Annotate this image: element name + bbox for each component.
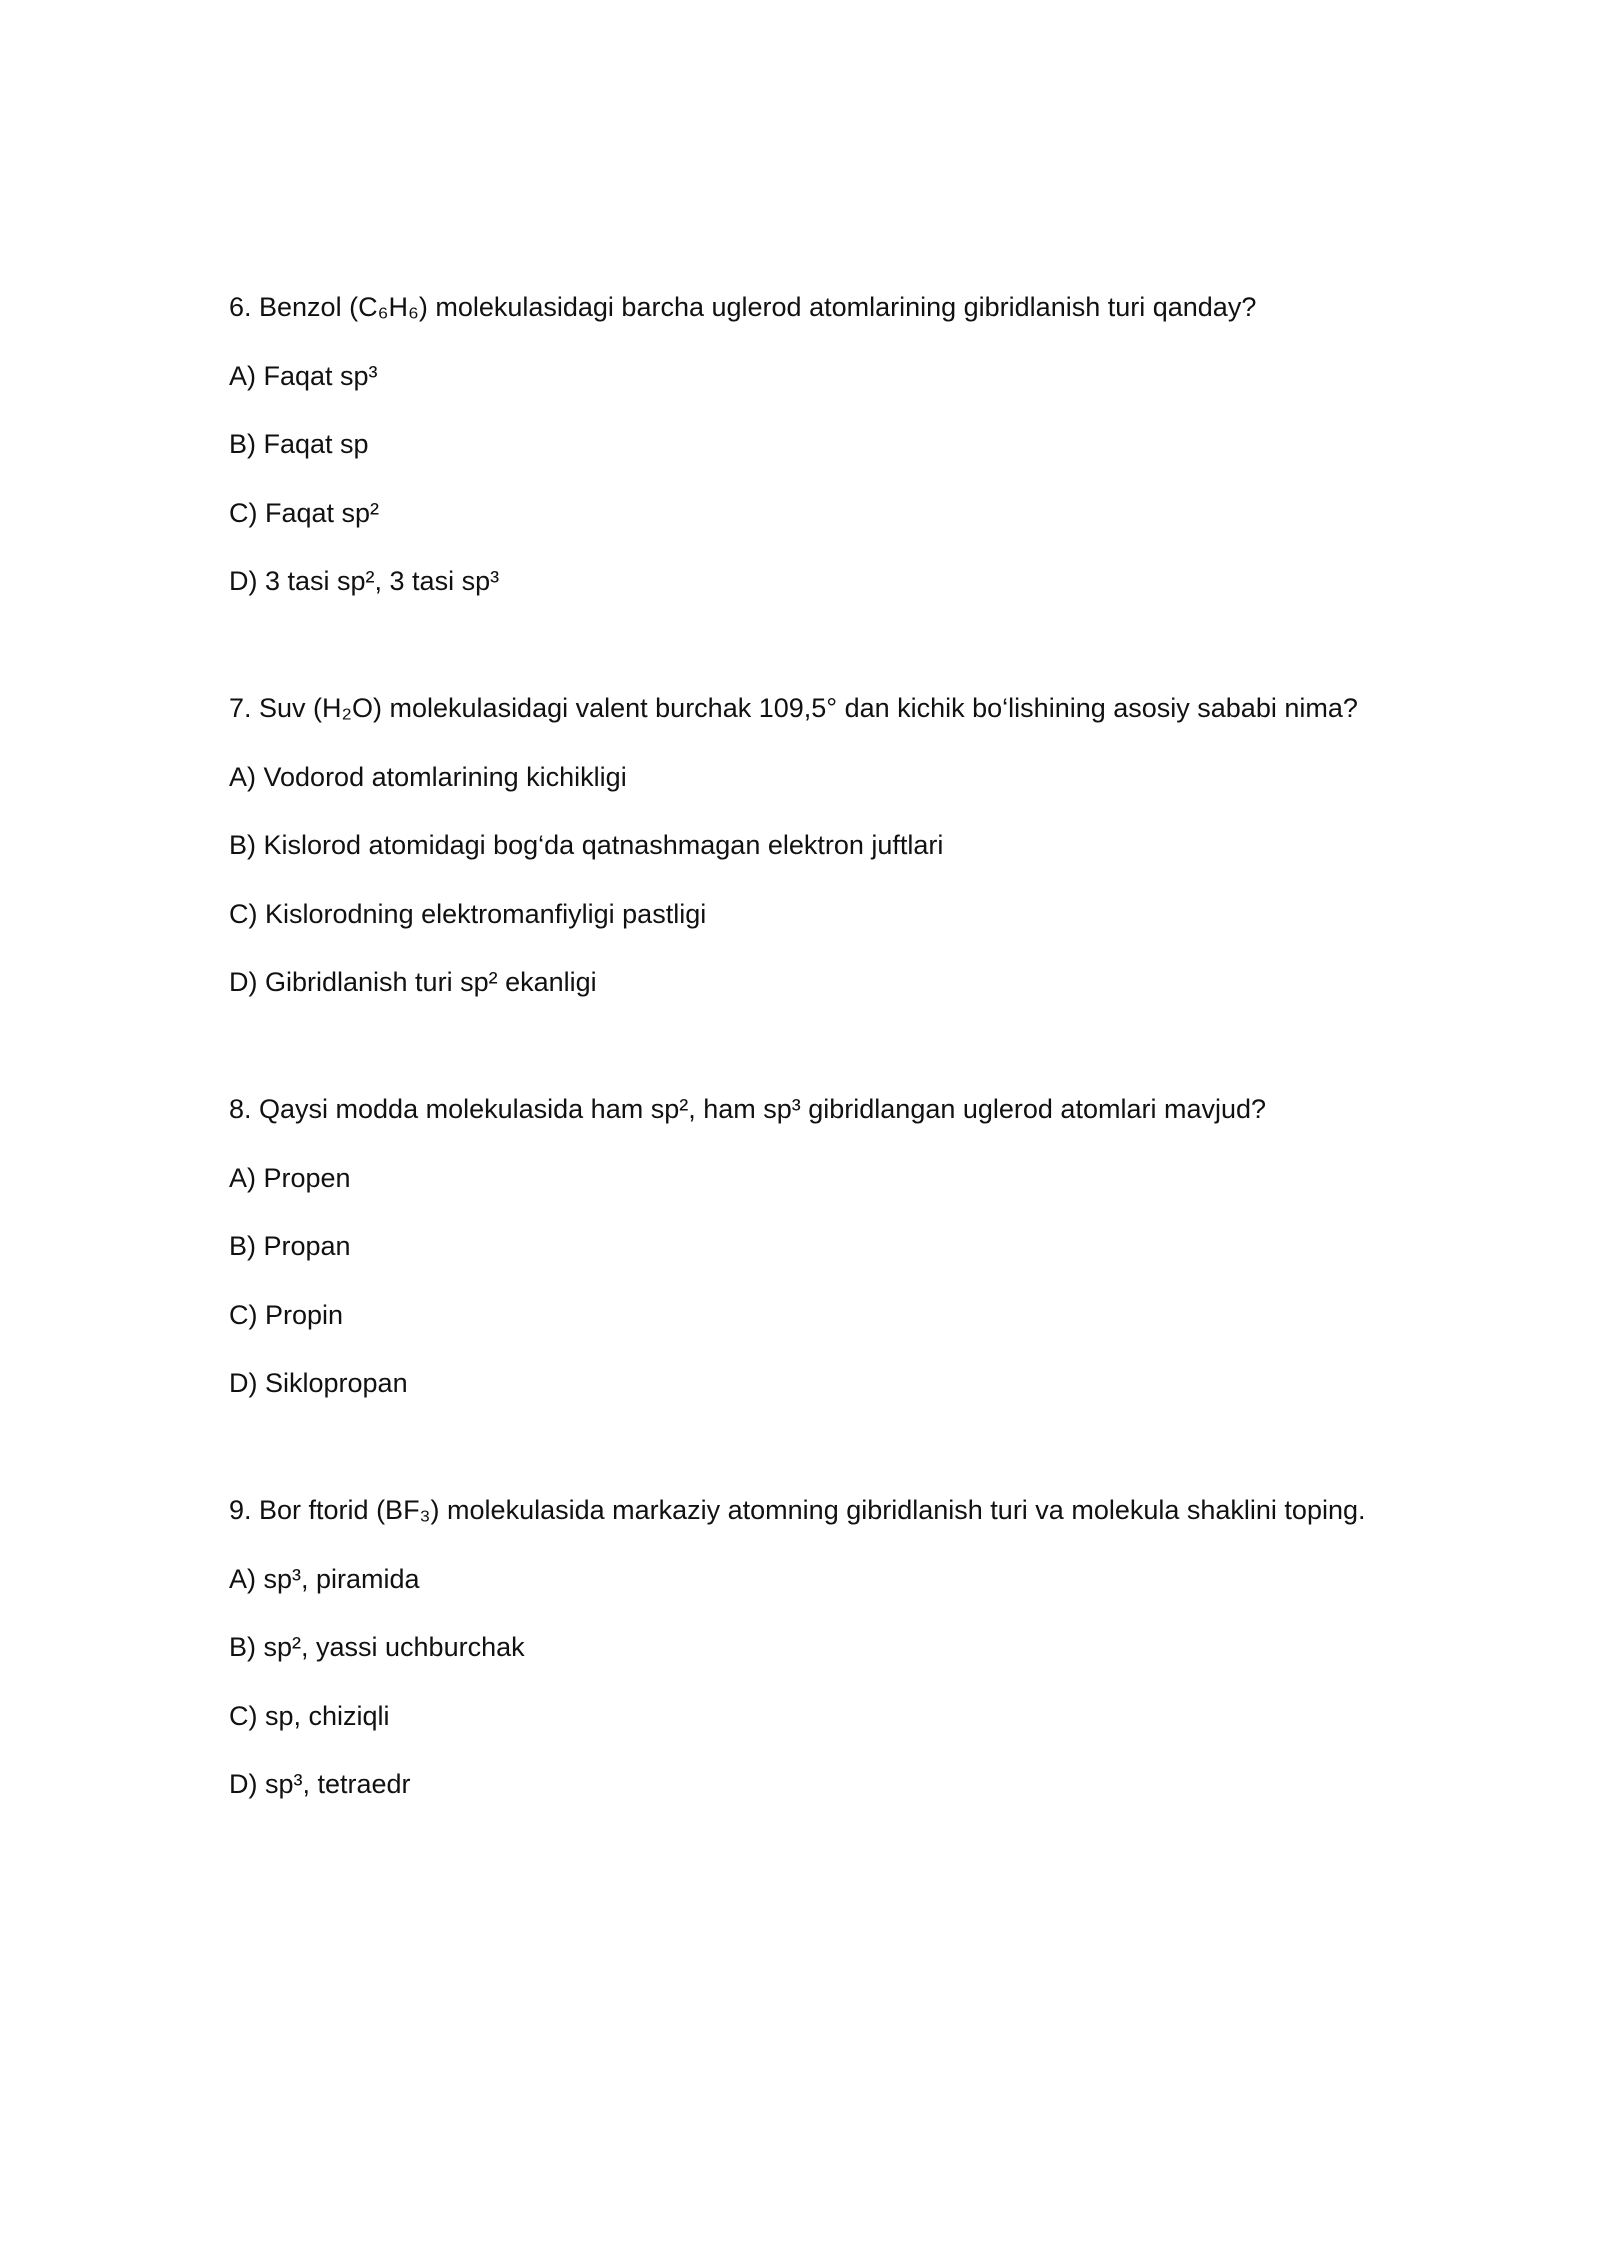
answer-option-b: B) sp², yassi uchburchak bbox=[229, 1632, 525, 1662]
question-text: 6. Benzol (C₆H₆) molekulasidagi barcha uglerod atomlarining gibridlanish turi qanday? bbox=[229, 292, 1257, 322]
question-text: 8. Qaysi modda molekulasida ham sp², ham sp³ gibridlangan uglerod atomlari mavjud? bbox=[229, 1094, 1267, 1124]
answer-option-b: B) Faqat sp bbox=[229, 429, 369, 459]
answer-option-b: B) Propan bbox=[229, 1231, 351, 1261]
answer-option-d: D) 3 tasi sp², 3 tasi sp³ bbox=[229, 566, 500, 596]
answer-option-a: A) Faqat sp³ bbox=[229, 360, 378, 391]
answer-option-c: C) Kislorodning elektromanfiyligi pastligi bbox=[229, 898, 707, 929]
question-list bbox=[229, 290, 1429, 1894]
answer-option-c: C) Propin bbox=[229, 1299, 344, 1330]
answer-option-a: A) Vodorod atomlarining kichikligi bbox=[229, 761, 627, 792]
question-8 bbox=[229, 1092, 1429, 1400]
answer-option-c: C) sp, chiziqli bbox=[229, 1700, 390, 1731]
answer-option-d: D) Gibridlanish turi sp² ekanligi bbox=[229, 967, 597, 997]
answer-option-a: A) sp³, piramida bbox=[229, 1563, 420, 1594]
answer-option-b: B) Kislorod atomidagi bog‘da qatnashmagan elektron juftlari bbox=[229, 830, 944, 860]
question-6 bbox=[229, 290, 1429, 598]
question-9 bbox=[229, 1493, 1429, 1801]
question-text: 7. Suv (H₂O) molekulasidagi valent burchak 109,5° dan kichik bo‘lishining asosiy sababi nima? bbox=[229, 693, 1358, 723]
answer-option-d: D) sp³, tetraedr bbox=[229, 1769, 411, 1799]
answer-option-a: A) Propen bbox=[229, 1162, 351, 1193]
answer-option-d: D) Siklopropan bbox=[229, 1368, 408, 1398]
question-7 bbox=[229, 691, 1429, 999]
answer-option-c: C) Faqat sp² bbox=[229, 497, 380, 528]
question-text: 9. Bor ftorid (BF₃) molekulasida markaziy atomning gibridlanish turi va molekula shaklini toping. bbox=[229, 1495, 1366, 1525]
